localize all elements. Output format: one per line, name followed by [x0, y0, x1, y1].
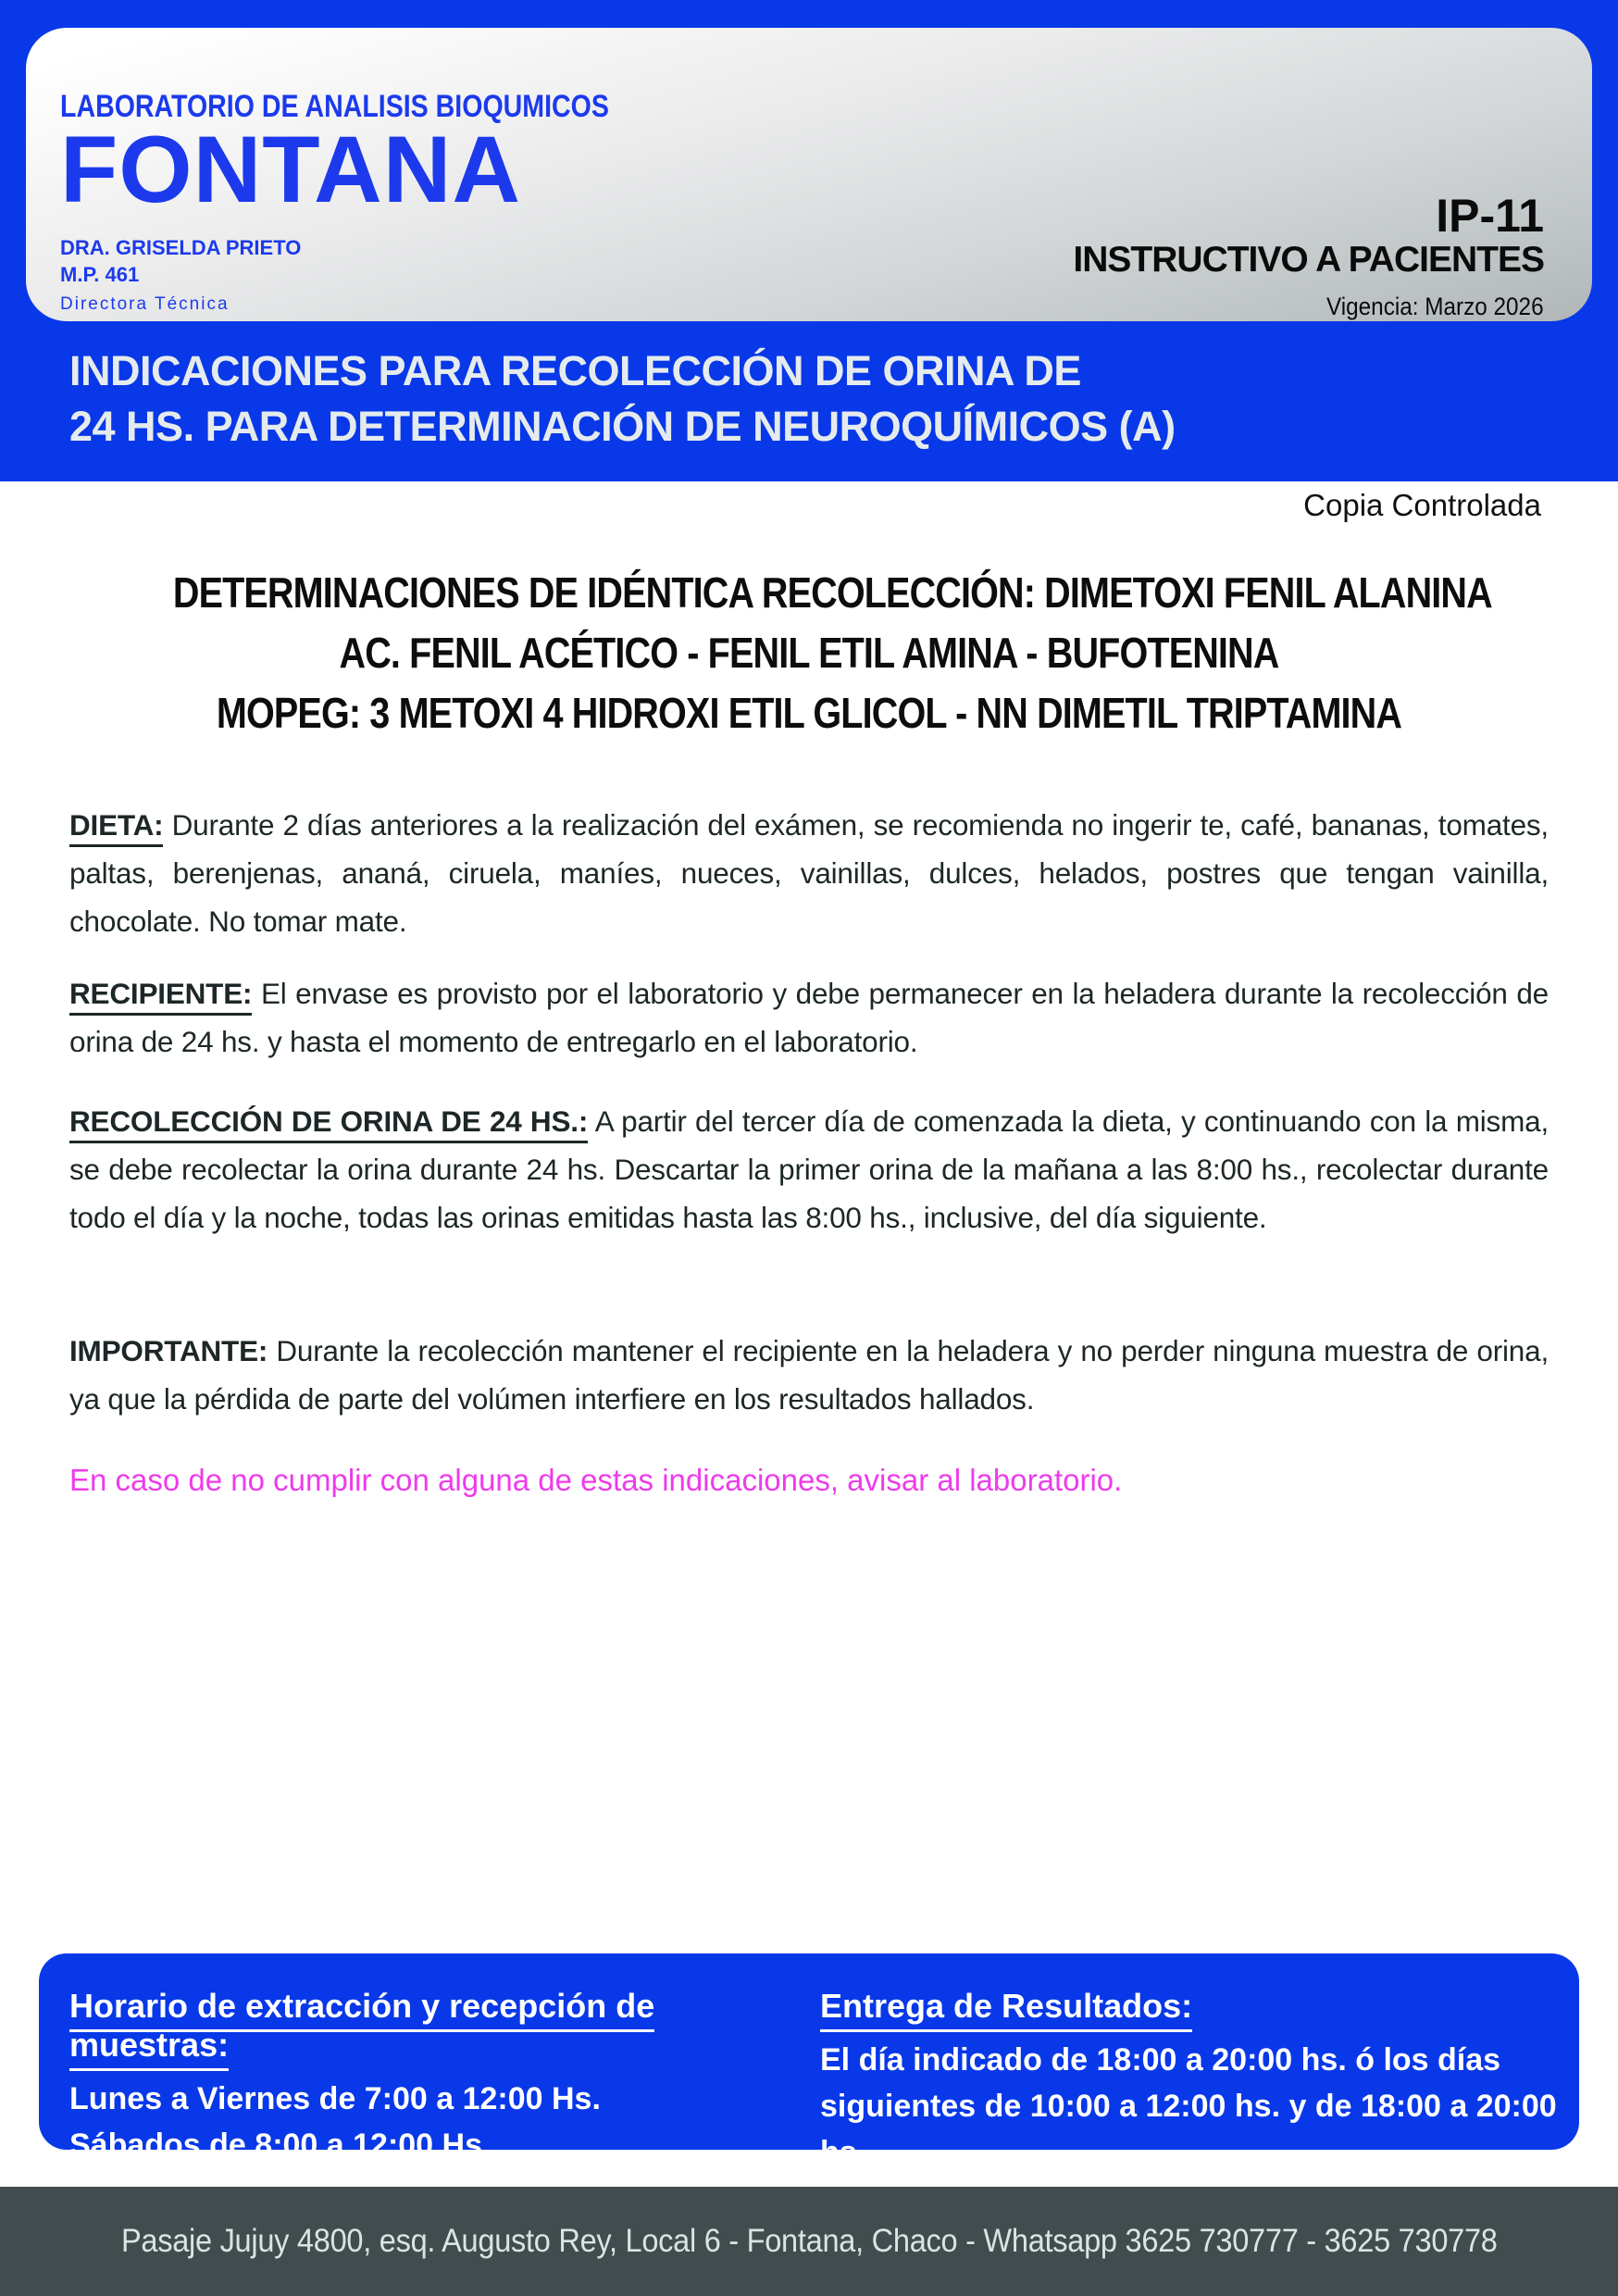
determinations-line2: AC. FENIL ACÉTICO - FENIL ETIL AMINA - BUFOTENINA [339, 629, 1279, 677]
section-dieta-label: DIETA: [69, 808, 163, 847]
footer-bar [0, 2187, 1618, 2296]
extraction-hours-weekdays: Lunes a Viernes de 7:00 a 12:00 Hs. [69, 2081, 601, 2116]
determinations-heading [69, 563, 1549, 743]
footer-address: Pasaje Jujuy 4800, esq. Augusto Rey, Local 6 - Fontana, Chaco - Whatsapp 3625 730777 - 3625 730778 [120, 2223, 1498, 2259]
extraction-hours-saturday: Sábados de 8:00 a 12:00 Hs. [69, 2128, 492, 2163]
section-recipiente-label: RECIPIENTE: [69, 977, 252, 1016]
section-dieta [69, 801, 1549, 945]
section-recoleccion-label: RECOLECCIÓN DE ORINA DE 24 HS.: [69, 1104, 588, 1143]
determinations-line3: MOPEG: 3 METOXI 4 HIDROXI ETIL GLICOL - NN DIMETIL TRIPTAMINA [216, 689, 1402, 737]
section-importante [69, 1327, 1549, 1423]
section-recipiente-text: El envase es provisto por el laboratorio y debe permanecer en la heladera durante la recolección de orina de 24 hs. y hasta el momento de entregarlo en el laboratorio. [69, 977, 1549, 1058]
section-recipiente [69, 969, 1549, 1066]
extraction-hours-title-text: Horario de extracción y recepción de muestras: [69, 1987, 654, 2071]
results-delivery-title-text: Entrega de Resultados: [820, 1987, 1192, 2032]
page-title [69, 343, 1562, 455]
results-delivery-column [820, 1987, 1579, 2170]
document-code: IP-11 [1436, 190, 1544, 242]
document-meta [1073, 190, 1544, 321]
document-body [0, 481, 1618, 1501]
determinations-line1: DETERMINACIONES DE IDÉNTICA RECOLECCIÓN: DIMETOXI FENIL ALANINA [172, 568, 1492, 617]
results-delivery-line1: El día indicado de 18:00 a 20:00 hs. ó los días [820, 2042, 1501, 2078]
results-delivery-line2: siguientes de 10:00 a 12:00 hs. y de 18:00 a 20:00 hs. [820, 2089, 1557, 2170]
non-compliance-warning: En caso de no cumplir con alguna de estas indicaciones, avisar al laboratorio. [69, 1463, 1123, 1497]
section-dieta-text: Durante 2 días anteriores a la realización del exámen, se recomienda no ingerir te, café, bananas, tomates, paltas, berenjenas, ananá, ciruela, maníes, nueces, vainillas, dulces, helados, postres que tengan vainilla, chocolate. No tomar mate. [69, 808, 1549, 938]
schedule-box [39, 1953, 1579, 2170]
controlled-copy-label: Copia Controlada [1303, 488, 1541, 522]
header-band [0, 0, 1618, 481]
lab-brand [60, 89, 714, 315]
section-recoleccion-text: A partir del tercer día de comenzada la dieta, y continuando con la misma, se debe recolectar la orina durante 24 hs. Descartar la primer orina de la mañana a las 8:00 hs., recolectar durante todo el día y la noche, todas las orinas emitidas hasta las 8:00 hs., inclusive, del día siguiente. [69, 1104, 1549, 1234]
page-title-line2: 24 HS. PARA DETERMINACIÓN DE NEUROQUÍMICOS (A) [69, 403, 1176, 450]
section-importante-text: Durante la recolección mantener el recipiente en la heladera y no perder ninguna muestra de orina, ya que la pérdida de parte del volúmen interfiere en los resultados hallados. [69, 1334, 1549, 1416]
letterhead-panel [26, 28, 1592, 321]
lab-logo: FONTANA [60, 117, 522, 222]
director-name: DRA. GRISELDA PRIETO [60, 236, 302, 259]
page-title-line1: INDICACIONES PARA RECOLECCIÓN DE ORINA DE [69, 347, 1081, 394]
director-role: Directora Técnica [60, 294, 230, 314]
extraction-hours-column [69, 1987, 820, 2163]
document-type: INSTRUCTIVO A PACIENTES [1073, 240, 1544, 280]
extraction-hours-title [69, 1987, 820, 2065]
results-delivery-title [820, 1987, 1579, 2026]
section-importante-label: IMPORTANTE: [69, 1334, 268, 1367]
section-recoleccion [69, 1097, 1549, 1242]
director-license: M.P. 461 [60, 263, 140, 286]
document-validity: Vigencia: Marzo 2026 [1326, 293, 1544, 320]
lab-subtitle: LABORATORIO DE ANALISIS BIOQUMICOS [60, 89, 609, 124]
